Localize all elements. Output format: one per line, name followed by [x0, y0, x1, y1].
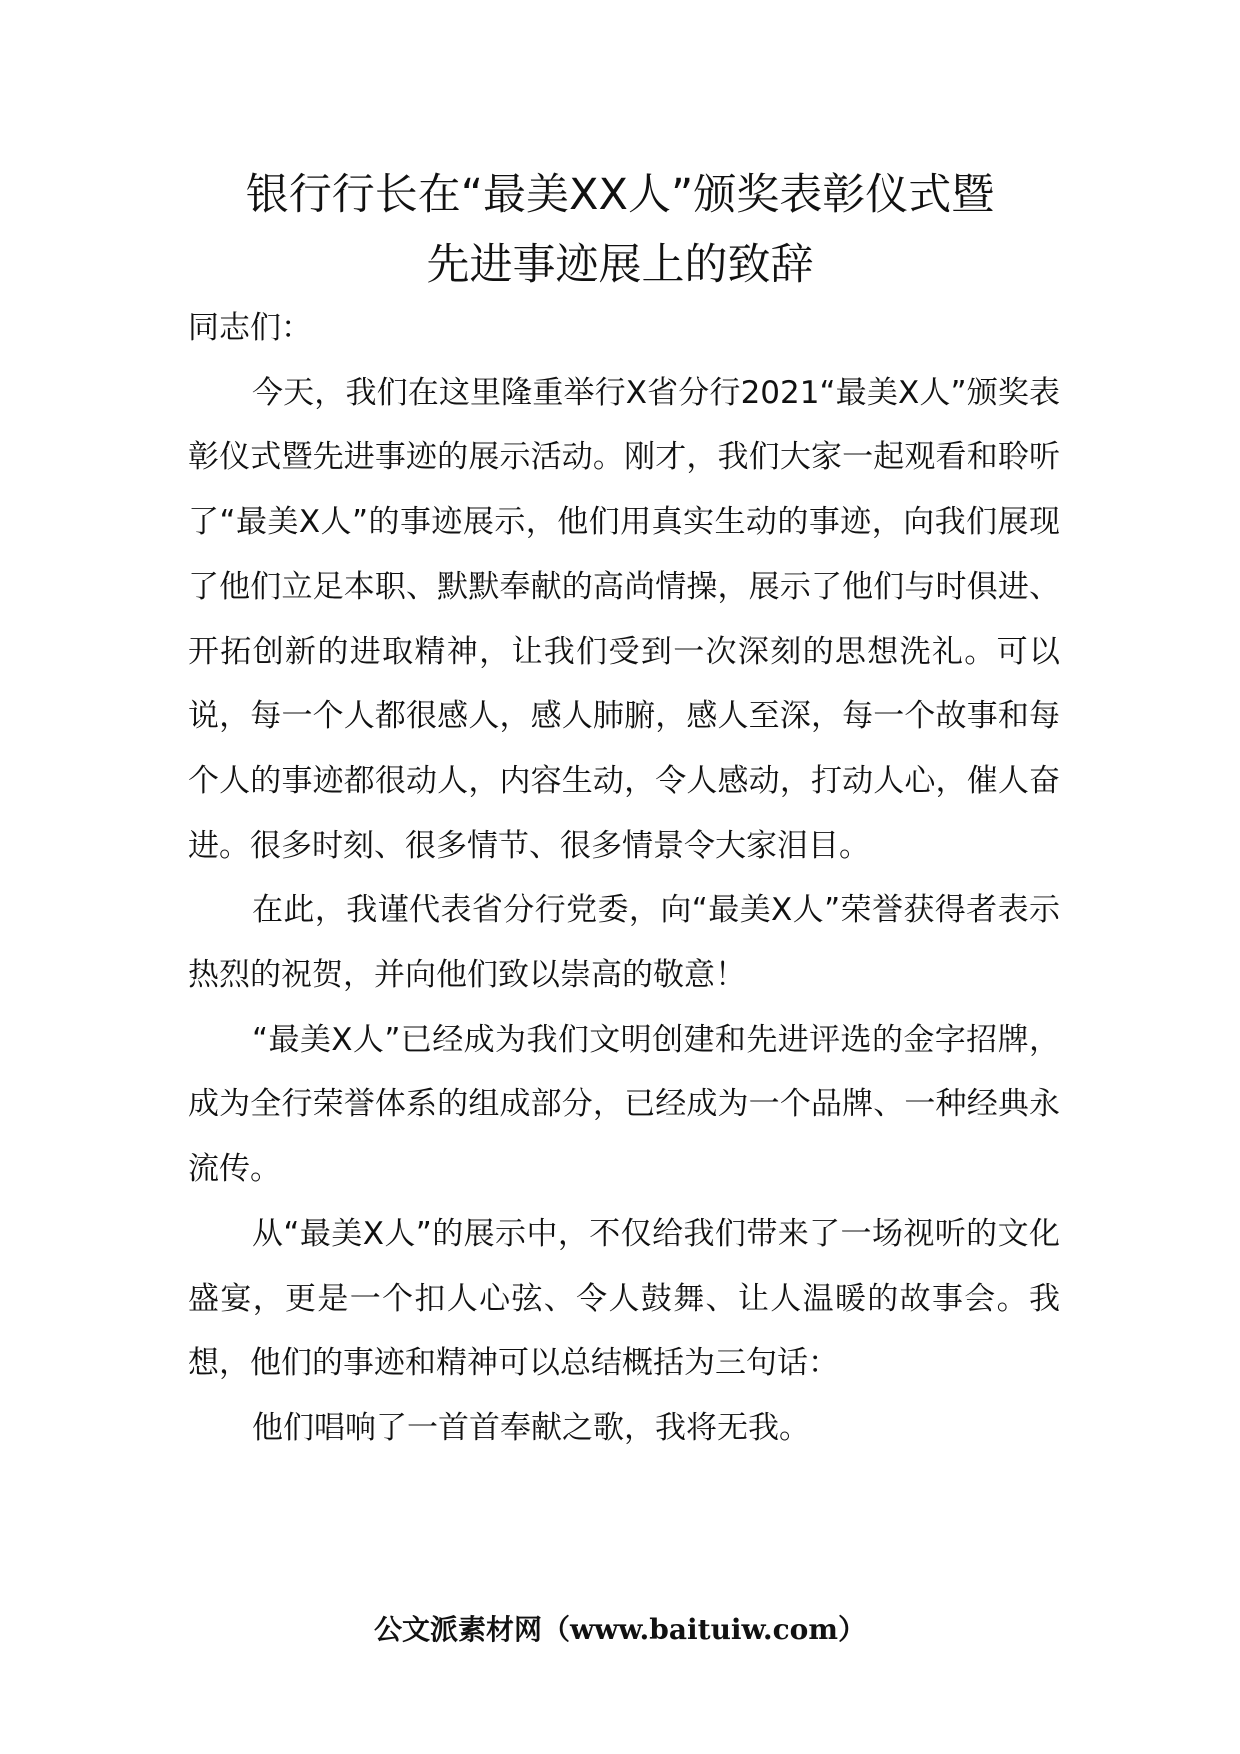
paragraph-2: 在此，我谨代表省分行党委，向“最美X人”荣誉获得者表示热烈的祝贺，并向他们致以崇高的敬意！ [188, 892, 1060, 994]
title-line-1: 银行行长在“最美XX人”颁奖表彰仪式暨 [245, 170, 995, 220]
title-line-2: 先进事迹展上的致辞 [426, 240, 814, 290]
paragraph-5: 他们唱响了一首首奉献之歌，我将无我。 [252, 1409, 810, 1446]
document-body [188, 296, 1060, 1461]
paragraph-4: 从“最美X人”的展示中，不仅给我们带来了一场视听的文化盛宴，更是一个扣人心弦、令人鼓舞、让人温暖的故事会。我想，他们的事迹和精神可以总结概括为三句话： [188, 1215, 1060, 1382]
paragraph-3: “最美X人”已经成为我们文明创建和先进评选的金字招牌，成为全行荣誉体系的组成部分，已经成为一个品牌、一种经典永流传。 [188, 1021, 1060, 1188]
source-footer: 公文派素材网（www.baituiw.com） [374, 1613, 866, 1646]
paragraph-1: 今天，我们在这里隆重举行X省分行2021“最美X人”颁奖表彰仪式暨先进事迹的展示活动。刚才，我们大家一起观看和聆听了“最美X人”的事迹展示，他们用真实生动的事迹，向我们展现了他们立足本职、默默奉献的高尚情操，展示了他们与时俱进、开拓创新的进取精神，让我们受到一次深刻的思想洗礼。可以说，每一个人都很感人，感人肺腑，感人至深，每一个故事和每个人的事迹都很动人，内容生动，令人感动，打动人心，催人奋进。很多时刻、很多情节、很多情景令大家泪目。 [188, 374, 1060, 864]
document-title [180, 160, 1060, 300]
salutation: 同志们： [188, 310, 312, 346]
